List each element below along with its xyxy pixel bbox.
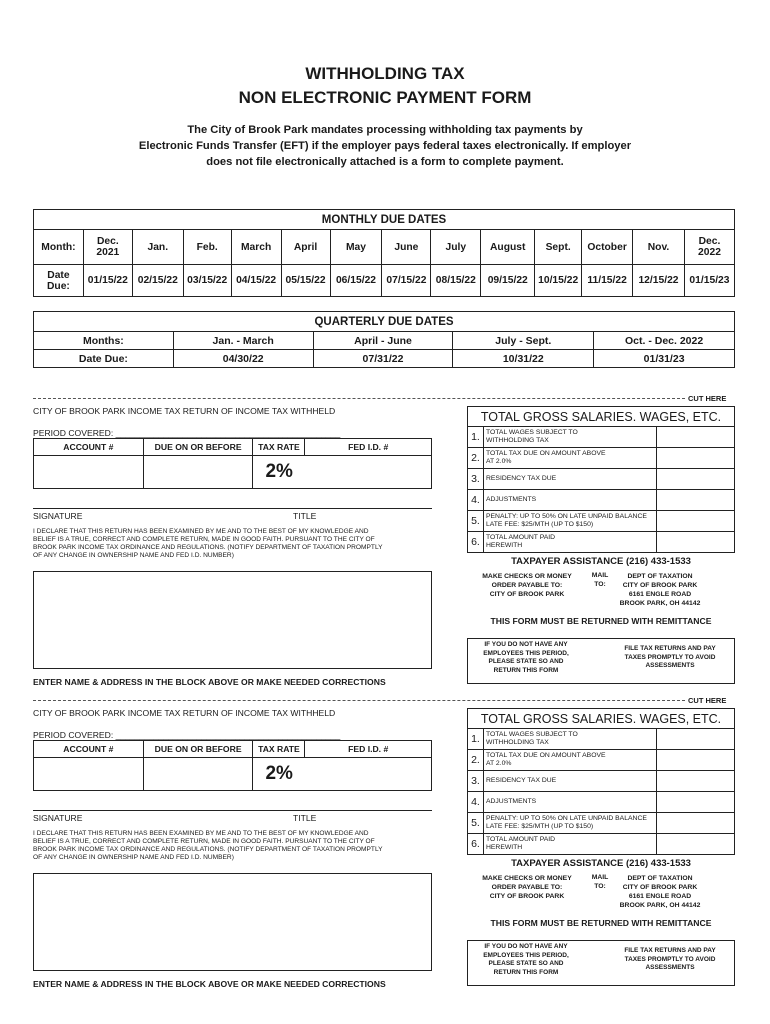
line-number: 5.: [468, 813, 484, 834]
no-employees-note: IF YOU DO NOT HAVE ANY EMPLOYEES THIS PERIOD, PLEASE STATE SO AND RETURN THIS FORM: [483, 641, 569, 674]
signature-label: SIGNATURE: [33, 813, 83, 823]
salaries-title: TOTAL GROSS SALARIES. WAGES, ETC.: [468, 407, 735, 427]
taxpayer-assistance: TAXPAYER ASSISTANCE (216) 433-1533: [511, 858, 691, 869]
line-amount-field[interactable]: [657, 750, 735, 771]
month-label: Month:: [34, 230, 84, 265]
no-employees-note: IF YOU DO NOT HAVE ANY EMPLOYEES THIS PERIOD, PLEASE STATE SO AND RETURN THIS FORM: [483, 943, 569, 976]
quarter-due: 04/30/22: [173, 350, 313, 368]
line-label: TOTAL TAX DUE ON AMOUNT ABOVE AT 2.0%: [483, 448, 656, 469]
line-amount-field[interactable]: [657, 813, 735, 834]
month-cell: Jan.: [132, 230, 183, 265]
enter-name-instruction: ENTER NAME & ADDRESS IN THE BLOCK ABOVE OR MAKE NEEDED CORRECTIONS: [33, 979, 386, 989]
date-due-label: Date Due:: [34, 265, 84, 297]
account-table: [33, 438, 432, 489]
quarter-period: April - June: [313, 332, 453, 350]
signature-line: [33, 508, 432, 509]
quarterly-title: QUARTERLY DUE DATES: [34, 312, 735, 332]
due-date-cell: 12/15/22: [633, 265, 685, 297]
month-cell: July: [431, 230, 481, 265]
line-amount-field[interactable]: [657, 490, 735, 511]
due-date-cell: 04/15/22: [231, 265, 281, 297]
line-amount-field[interactable]: [657, 511, 735, 532]
return-title: CITY OF BROOK PARK INCOME TAX RETURN OF INCOME TAX WITHHELD: [33, 406, 336, 416]
fed-id-header: FED I.D. #: [305, 741, 432, 758]
tax-rate-header: TAX RATE: [253, 741, 305, 758]
line-label: TOTAL WAGES SUBJECT TO WITHHOLDING TAX: [483, 427, 656, 448]
tax-rate-value: 2%: [253, 456, 432, 489]
name-address-block[interactable]: [33, 873, 432, 971]
line-amount-field[interactable]: [657, 834, 735, 855]
enter-name-instruction: ENTER NAME & ADDRESS IN THE BLOCK ABOVE OR MAKE NEEDED CORRECTIONS: [33, 677, 386, 687]
cut-here-label: CUT HERE: [688, 696, 727, 705]
quarter-due: 10/31/22: [453, 350, 594, 368]
intro-line: Electronic Funds Transfer (EFT) if the employer pays federal taxes electronically. If employer: [138, 140, 632, 152]
line-amount-field[interactable]: [657, 792, 735, 813]
due-date-cell: 03/15/22: [183, 265, 231, 297]
line-label: TOTAL AMOUNT PAID HEREWITH: [483, 532, 656, 553]
name-address-block[interactable]: [33, 571, 432, 669]
cut-line: [33, 700, 685, 701]
account-field[interactable]: [34, 758, 144, 791]
mailing-address: DEPT OF TAXATION CITY OF BROOK PARK 6161 ENGLE ROAD BROOK PARK, OH 44142: [619, 875, 701, 909]
form-title-line-2: NON ELECTRONIC PAYMENT FORM: [238, 88, 532, 107]
month-cell: Nov.: [633, 230, 685, 265]
declaration-text: I DECLARE THAT THIS RETURN HAS BEEN EXAMINED BY ME AND TO THE BEST OF MY KNOWLEDGE AND BELIEF IS A TRUE, CORRECT AND COMPLETE RETURN, MADE IN GOOD FAITH. PURSUANT TO THE CITY OF BROOK PARK INCOME TAX ORDINANCE AND REGULATIONS. (NOTIFY DEPARTMENT OF TAXATION PROMPTLY OF ANY CHANGE IN OWNERSHIP NAME AND FED I.D. NUMBER): [33, 830, 383, 861]
account-header: ACCOUNT #: [34, 439, 144, 456]
line-amount-field[interactable]: [657, 771, 735, 792]
line-label: TOTAL TAX DUE ON AMOUNT ABOVE AT 2.0%: [483, 750, 656, 771]
form-title-line-1: WITHHOLDING TAX: [305, 64, 465, 83]
line-number: 4.: [468, 792, 484, 813]
remittance-notice: THIS FORM MUST BE RETURNED WITH REMITTANCE: [490, 918, 712, 928]
declaration-text: I DECLARE THAT THIS RETURN HAS BEEN EXAMINED BY ME AND TO THE BEST OF MY KNOWLEDGE AND BELIEF IS A TRUE, CORRECT AND COMPLETE RETURN, MADE IN GOOD FAITH. PURSUANT TO THE CITY OF BROOK PARK INCOME TAX ORDINANCE AND REGULATIONS. (NOTIFY DEPARTMENT OF TAXATION PROMPTLY OF ANY CHANGE IN OWNERSHIP NAME AND FED I.D. NUMBER): [33, 528, 383, 559]
quarter-period: July - Sept.: [453, 332, 594, 350]
due-date-cell: 02/15/22: [132, 265, 183, 297]
month-cell: May: [330, 230, 382, 265]
month-cell: October: [582, 230, 633, 265]
remittance-notes-box: [467, 638, 735, 684]
due-date-cell: 11/15/22: [582, 265, 633, 297]
title-label: TITLE: [293, 813, 317, 823]
due-date-field[interactable]: [143, 758, 253, 791]
salaries-table: [467, 708, 735, 855]
due-header: DUE ON OR BEFORE: [143, 741, 253, 758]
line-number: 1.: [468, 427, 484, 448]
line-label: ADJUSTMENTS: [483, 490, 656, 511]
signature-label: SIGNATURE: [33, 511, 83, 521]
line-number: 2.: [468, 448, 484, 469]
mail-to-label: MAIL TO:: [591, 874, 609, 890]
month-cell: June: [382, 230, 431, 265]
title-label: TITLE: [293, 511, 317, 521]
line-amount-field[interactable]: [657, 532, 735, 553]
cut-line: [33, 398, 685, 399]
line-label: RESIDENCY TAX DUE: [483, 469, 656, 490]
remittance-notes-box: [467, 940, 735, 986]
quarter-due: 01/31/23: [594, 350, 735, 368]
line-amount-field[interactable]: [657, 729, 735, 750]
month-cell: Dec. 2022: [684, 230, 734, 265]
line-label: ADJUSTMENTS: [483, 792, 656, 813]
intro-text: [100, 122, 670, 170]
line-number: 3.: [468, 469, 484, 490]
quarter-period: Jan. - March: [173, 332, 313, 350]
line-label: RESIDENCY TAX DUE: [483, 771, 656, 792]
due-header: DUE ON OR BEFORE: [143, 439, 253, 456]
account-table: [33, 740, 432, 791]
line-number: 2.: [468, 750, 484, 771]
quarter-period: Oct. - Dec. 2022: [594, 332, 735, 350]
line-number: 6.: [468, 532, 484, 553]
return-slip: [0, 698, 770, 998]
month-cell: Feb.: [183, 230, 231, 265]
return-title: CITY OF BROOK PARK INCOME TAX RETURN OF INCOME TAX WITHHELD: [33, 708, 336, 718]
return-slip: [0, 396, 770, 696]
line-number: 4.: [468, 490, 484, 511]
month-cell: August: [481, 230, 535, 265]
line-number: 1.: [468, 729, 484, 750]
mailing-address: DEPT OF TAXATION CITY OF BROOK PARK 6161 ENGLE ROAD BROOK PARK, OH 44142: [619, 573, 701, 607]
due-date-cell: 01/15/23: [684, 265, 734, 297]
intro-line: The City of Brook Park mandates processing withholding tax payments by: [187, 124, 583, 136]
line-label: PENALTY: UP TO 50% ON LATE UNPAID BALANCE LATE FEE: $25/MTH (UP TO $150): [483, 813, 656, 834]
quarter-due: 07/31/22: [313, 350, 453, 368]
month-cell: Sept.: [535, 230, 582, 265]
due-date-cell: 10/15/22: [535, 265, 582, 297]
monthly-title: MONTHLY DUE DATES: [34, 210, 735, 230]
line-amount-field[interactable]: [657, 427, 735, 448]
payable-to: MAKE CHECKS OR MONEY ORDER PAYABLE TO: CITY OF BROOK PARK: [482, 573, 572, 598]
line-amount-field[interactable]: [657, 469, 735, 490]
line-label: TOTAL AMOUNT PAID HEREWITH: [483, 834, 656, 855]
intro-line: does not file electronically attached is a form to complete payment.: [206, 156, 564, 168]
taxpayer-assistance: TAXPAYER ASSISTANCE (216) 433-1533: [511, 556, 691, 567]
due-date-cell: 06/15/22: [330, 265, 382, 297]
line-number: 3.: [468, 771, 484, 792]
quarterly-due-dates-table: [33, 311, 735, 368]
line-number: 6.: [468, 834, 484, 855]
period-covered-field[interactable]: PERIOD COVERED: _______________________________________________: [33, 428, 341, 438]
monthly-due-dates-table: [33, 209, 735, 297]
cut-here-label: CUT HERE: [688, 394, 727, 403]
line-label: PENALTY: UP TO 50% ON LATE UNPAID BALANCE LATE FEE: $25/MTH (UP TO $150): [483, 511, 656, 532]
due-date-cell: 09/15/22: [481, 265, 535, 297]
line-amount-field[interactable]: [657, 448, 735, 469]
due-date-cell: 08/15/22: [431, 265, 481, 297]
fed-id-header: FED I.D. #: [305, 439, 432, 456]
month-cell: Dec. 2021: [83, 230, 132, 265]
line-label: TOTAL WAGES SUBJECT TO WITHHOLDING TAX: [483, 729, 656, 750]
file-promptly-note: FILE TAX RETURNS AND PAY TAXES PROMPTLY TO AVOID ASSESSMENTS: [624, 645, 716, 670]
tax-rate-header: TAX RATE: [253, 439, 305, 456]
due-date-cell: 07/15/22: [382, 265, 431, 297]
account-header: ACCOUNT #: [34, 741, 144, 758]
payable-to: MAKE CHECKS OR MONEY ORDER PAYABLE TO: CITY OF BROOK PARK: [482, 875, 572, 900]
mail-to-label: MAIL TO:: [591, 572, 609, 588]
signature-line: [33, 810, 432, 811]
date-due-label: Date Due:: [34, 350, 174, 368]
file-promptly-note: FILE TAX RETURNS AND PAY TAXES PROMPTLY TO AVOID ASSESSMENTS: [624, 947, 716, 972]
remittance-notice: THIS FORM MUST BE RETURNED WITH REMITTANCE: [490, 616, 712, 626]
tax-rate-value: 2%: [253, 758, 432, 791]
due-date-field[interactable]: [143, 456, 253, 489]
salaries-title: TOTAL GROSS SALARIES. WAGES, ETC.: [468, 709, 735, 729]
due-date-cell: 05/15/22: [281, 265, 330, 297]
month-cell: April: [281, 230, 330, 265]
account-field[interactable]: [34, 456, 144, 489]
period-covered-field[interactable]: PERIOD COVERED: _______________________________________________: [33, 730, 341, 740]
salaries-table: [467, 406, 735, 553]
months-label: Months:: [34, 332, 174, 350]
month-cell: March: [231, 230, 281, 265]
due-date-cell: 01/15/22: [83, 265, 132, 297]
line-number: 5.: [468, 511, 484, 532]
